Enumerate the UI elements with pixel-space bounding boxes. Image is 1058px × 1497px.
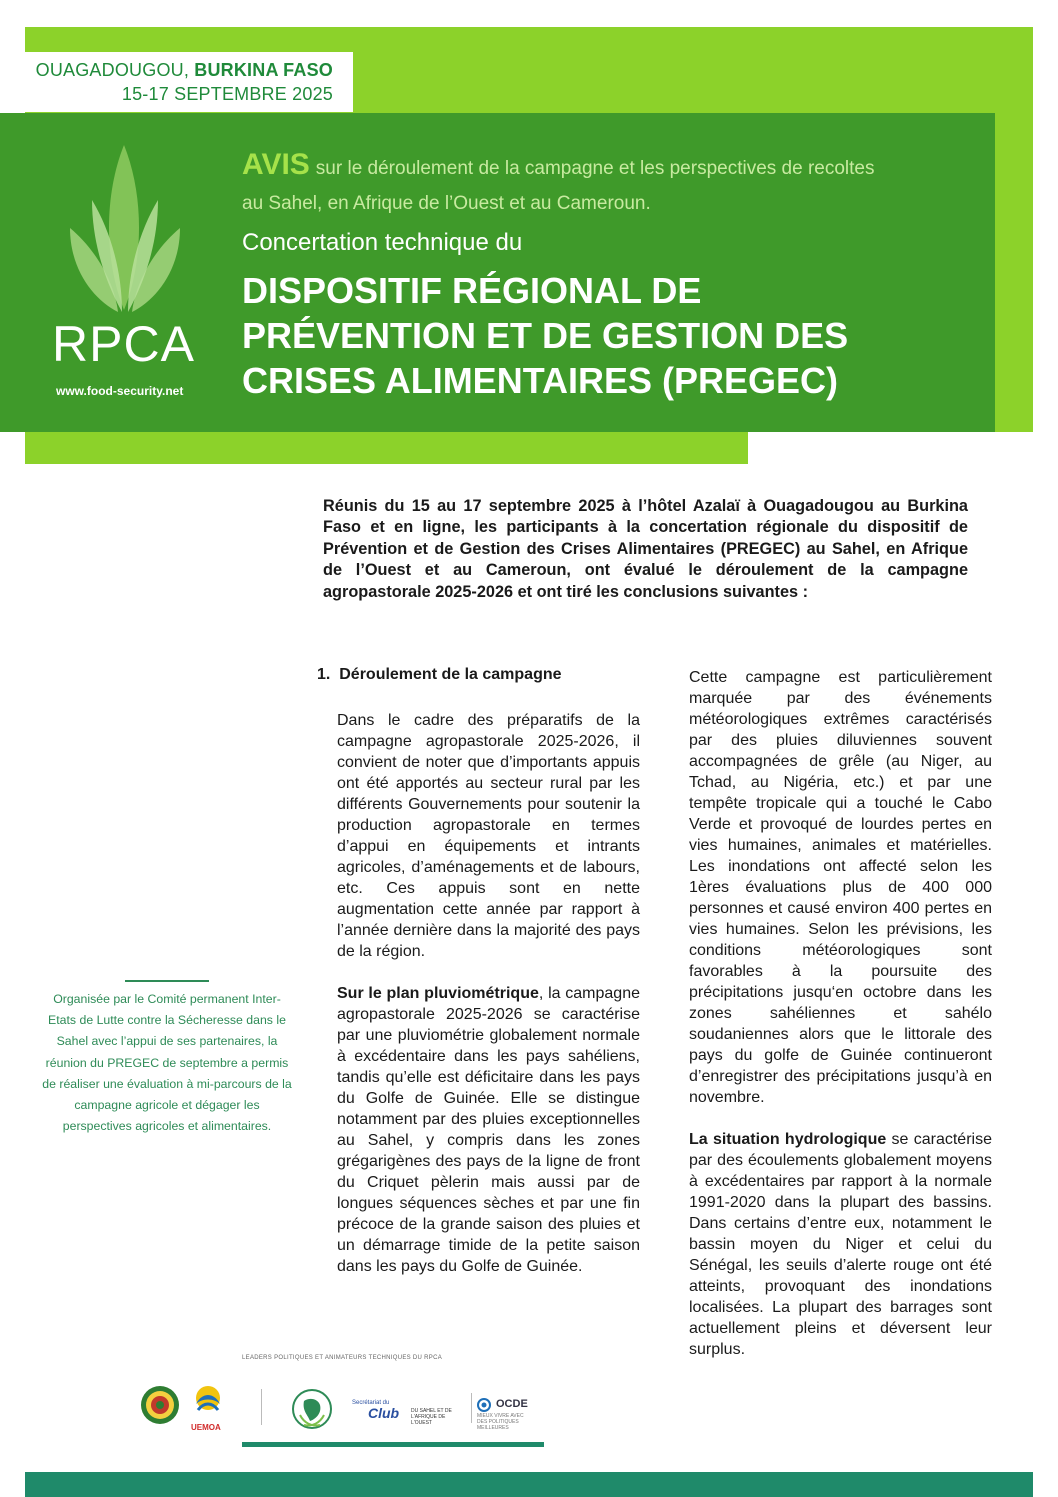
uemoa-logo-text: UEMOA [191,1423,221,1432]
document-title [242,268,848,403]
location-date-box [0,52,353,112]
title-line: DISPOSITIF RÉGIONAL DE [242,270,702,311]
intro-paragraph: Réunis du 15 au 17 septembre 2025 à l’hôtel Azalaï à Ouagadougou au Burkina Faso et en ligne, les participants à la concertation régionale du dispositif de Prévention et de Gestion des Crises Alimentaires (PREGEC) au Sahel, en Afrique de l’Ouest et au Cameroun, ont évalué le déroulement de la campagne agropastorale 2025-2026 et ont tiré les conclusions suivantes : [323,497,968,601]
cilss-logo-icon [290,1385,334,1431]
avis-heading-line1 [242,148,982,182]
paragraph-lead: La situation hydrologique [689,1131,887,1148]
event-dates: 15-17 SEPTEMBRE 2025 [121,84,333,104]
section-title: Déroulement de la campagne [339,666,562,683]
section-number: 1. [317,666,331,683]
uemoa-logo-icon [190,1384,226,1422]
body-paragraph [337,983,640,1277]
logo-divider [261,1389,262,1425]
body-paragraph: Dans le cadre des préparatifs de la campagne agropastorale 2025-2026, il convient de noter que d’importants appuis ont été apportés au secteur rural par les différents Gouvernements pour soutenir la production agropastorale en termes d’appui en équipements et intrants agricoles, d’aménagements et de labours, etc. Ces appuis sont en nette augmentation cette année par rapport à l’année dernière dans la majorité des pays de la région. [337,712,640,960]
section-heading [317,666,562,684]
lime-band-cutout [748,432,1033,472]
logo-divider [471,1393,472,1423]
website-link[interactable]: www.food-security.net [56,384,184,398]
title-line: CRISES ALIMENTAIRES (PREGEC) [242,360,839,401]
side-note: Organisée par le Comité permanent Inter-Etats de Lutte contre la Sécheresse dans le Sahel avec l’appui de ses partenaires, la réunion du PREGEC de septembre a permis de réaliser une évaluation à mi-parcours de la campagne agricole et dégager les perspectives agricoles et alimentaires. [42,992,292,1134]
rpca-logo-text: RPCA [52,316,195,372]
location-country: BURKINA FASO [194,60,333,80]
ocde-logo-subtitle: MIEUX VIVRE AVEC DES POLITIQUES MEILLEURES [477,1413,524,1431]
avis-text-1: sur le déroulement de la campagne et les perspectives de recoltes [315,158,875,179]
title-line: PRÉVENTION ET DE GESTION DES [242,315,849,356]
partners-caption: LEADERS POLITIQUES ET ANIMATEURS TECHNIQUES DU RPCA [242,1355,443,1361]
avis-heading-line2: au Sahel, en Afrique de l’Ouest et au Cameroun. [242,193,651,214]
club-logo-text: Club [368,1405,400,1421]
footer-band [25,1472,1033,1497]
body-paragraph [689,1129,992,1360]
ecowas-logo-icon [139,1384,181,1426]
partners-bottom-rule [242,1442,544,1447]
club-secretariat-label: Secrétariat du [352,1400,390,1406]
rpca-leaf-logo-icon [52,140,202,315]
paragraph-text: , la campagne agropastorale 2025-2026 se caractérise par une pluviométrie globalement normale à excédentaire dans les pays sahéliens, tandis qu’elle est déficitaire dans les pays du Golfe de Guinée. Elle se distingue notamment par des pluies exceptionnelles au Sahel, y compris dans les zones grégarigènes des pays de la ligne de front du Criquet pèlerin mais aussi par de longues séquences sèches et par une fin précoce de la grande saison des pluies et un démarrage timide de la petite saison dans les pays du Golfe de Guinée. [337,985,640,1275]
avis-word: AVIS [242,148,310,181]
location-city: OUAGADOUGOU, [35,60,190,80]
body-paragraph: Cette campagne est particulièrement marquée par des événements météorologiques extrêmes caractérisés par des pluies diluviennes souvent accompagnées de grêle (au Niger, au Tchad, au Nigéria, etc.) et par une tempête tropicale qui a touché le Cabo Verde et provoqué de lourdes pertes en vies humaines, animales et matérielles. Les inondations ont affecté selon les 1ères évaluations plus de 400 000 personnes et causé environ 400 pertes en vies humaines. Selon les prévisions, les conditions météorologiques sont favorables à la poursuite des précipitations jusqu‘en octobre dans les zones sahéliennes et sahélo soudaniennes alors que le littorale des pays du golfe de Guinée continueront d’enregistrer des précipitations jusqu’à en novembre. [689,669,992,1106]
paragraph-lead: Sur le plan pluviométrique [337,985,539,1002]
paragraph-text: se caractérise par des écoulements globalement moyens à excédentaires par rapport à la normale 1991-2020 dans la plupart des bassins. Dans certains d’entre eux, notamment le bassin moyen du Niger et celui du Sénégal, les seuils d’alerte rouge ont été atteints, provoquant des inondations localisées. La plupart des barrages sont actuellement pleins et déversent leur surplus. [689,1131,992,1358]
club-logo-subtitle: DU SAHEL ET DE L'AFRIQUE DE L'OUEST [411,1408,452,1426]
left-text-column [337,710,640,1298]
side-note-rule [125,980,209,982]
ocde-logo-text: OCDE [496,1398,528,1410]
right-text-column [689,667,992,1381]
document-subtitle: Concertation technique du [242,229,523,256]
location-line [36,60,333,81]
ocde-logo-icon [476,1398,494,1412]
